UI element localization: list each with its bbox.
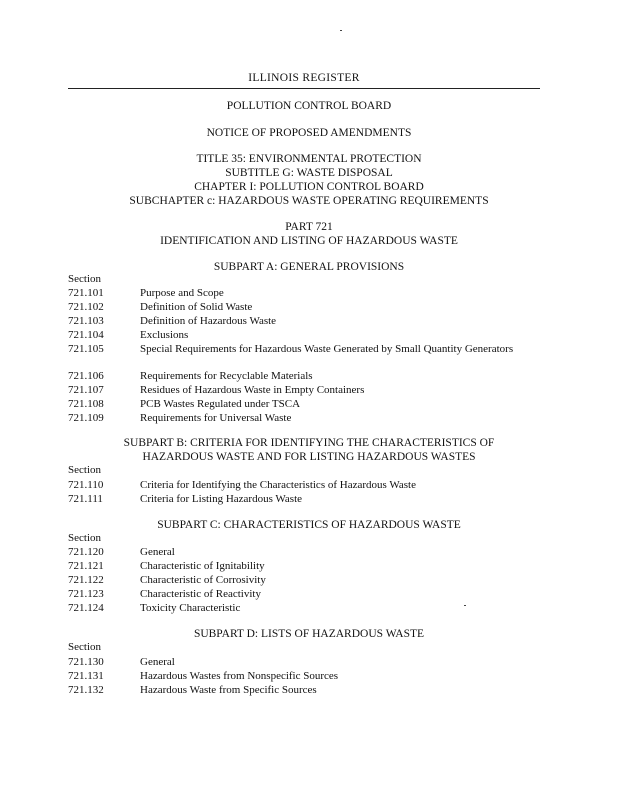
list-item <box>68 560 265 572</box>
list-item <box>68 370 313 382</box>
subpart-c-heading: SUBPART C: CHARACTERISTICS OF HAZARDOUS WASTE <box>157 519 461 531</box>
scan-speck <box>340 30 342 31</box>
section-title: General <box>140 656 175 668</box>
section-number: 721.130 <box>68 656 104 668</box>
list-item <box>68 656 175 668</box>
section-number: 721.132 <box>68 684 104 696</box>
section-title: Characteristic of Reactivity <box>140 588 261 600</box>
section-title: Special Requirements for Hazardous Waste Generated by Small Quantity Generators <box>140 343 514 355</box>
section-number: 721.101 <box>68 287 104 299</box>
section-title: PCB Wastes Regulated under TSCA <box>140 398 301 410</box>
section-title: Criteria for Listing Hazardous Waste <box>140 493 303 505</box>
list-item <box>68 301 252 313</box>
list-item <box>68 412 291 424</box>
section-title: Purpose and Scope <box>140 287 224 299</box>
list-item <box>68 602 240 614</box>
subpart-b-heading-cont: HAZARDOUS WASTE AND FOR LISTING HAZARDOUS WASTES <box>142 451 476 463</box>
list-item <box>68 343 140 355</box>
subtitle-line: SUBTITLE G: WASTE DISPOSAL <box>225 167 393 179</box>
board-name: POLLUTION CONTROL BOARD <box>226 100 392 112</box>
scan-speck <box>464 605 466 606</box>
list-item <box>68 546 175 558</box>
list-item <box>68 684 317 696</box>
section-number: 721.120 <box>68 546 104 558</box>
register-header: ILLINOIS REGISTER <box>68 72 540 89</box>
list-item <box>68 574 266 586</box>
list-item <box>68 315 276 327</box>
section-number: 721.102 <box>68 301 104 313</box>
section-number: 721.111 <box>68 493 103 505</box>
section-title: Characteristic of Ignitability <box>140 560 265 572</box>
section-number: 721.131 <box>68 670 104 682</box>
section-label: Section <box>68 532 101 544</box>
section-title: Characteristic of Corrosivity <box>140 574 266 586</box>
section-title: Hazardous Wastes from Nonspecific Sources <box>140 670 339 682</box>
part-name: IDENTIFICATION AND LISTING OF HAZARDOUS WASTE <box>160 235 458 247</box>
part-number: PART 721 <box>285 221 333 233</box>
chapter-line: CHAPTER I: POLLUTION CONTROL BOARD <box>194 181 424 193</box>
section-number: 721.105 <box>68 343 104 355</box>
list-item <box>68 329 188 341</box>
section-title: General <box>140 546 175 558</box>
subpart-b-heading: SUBPART B: CRITERIA FOR IDENTIFYING THE CHARACTERISTICS OF <box>123 437 495 449</box>
section-number: 721.108 <box>68 398 104 410</box>
list-item <box>68 287 224 299</box>
list-item <box>68 384 364 396</box>
section-title: Criteria for Identifying the Characteristics of Hazardous Waste <box>140 479 416 491</box>
section-number: 721.110 <box>68 479 104 491</box>
subpart-a-heading: SUBPART A: GENERAL PROVISIONS <box>213 261 405 273</box>
section-title: Requirements for Recyclable Materials <box>140 370 313 382</box>
section-number: 721.109 <box>68 412 104 424</box>
section-title: Toxicity Characteristic <box>140 602 241 614</box>
section-label: Section <box>68 464 101 476</box>
title-line: TITLE 35: ENVIRONMENTAL PROTECTION <box>196 153 422 165</box>
section-number: 721.123 <box>68 588 104 600</box>
section-number: 721.122 <box>68 574 104 586</box>
section-label: Section <box>68 273 101 285</box>
list-item <box>68 670 338 682</box>
subpart-d-heading: SUBPART D: LISTS OF HAZARDOUS WASTE <box>193 628 425 640</box>
section-title: Definition of Hazardous Waste <box>140 315 277 327</box>
section-title: Definition of Solid Waste <box>140 301 253 313</box>
section-number: 721.121 <box>68 560 104 572</box>
subchapter-line: SUBCHAPTER c: HAZARDOUS WASTE OPERATING REQUIREMENTS <box>129 195 489 207</box>
section-number: 721.103 <box>68 315 104 327</box>
section-title: Hazardous Waste from Specific Sources <box>140 684 317 696</box>
list-item <box>68 493 302 505</box>
section-title: Requirements for Universal Waste <box>140 412 292 424</box>
list-item <box>68 398 300 410</box>
list-item <box>68 479 416 491</box>
section-number: 721.124 <box>68 602 104 614</box>
notice-title: NOTICE OF PROPOSED AMENDMENTS <box>206 127 412 139</box>
section-title: Residues of Hazardous Waste in Empty Containers <box>140 384 365 396</box>
section-number: 721.107 <box>68 384 104 396</box>
section-number: 721.104 <box>68 329 104 341</box>
section-title: Exclusions <box>140 329 189 341</box>
section-label: Section <box>68 641 101 653</box>
section-number: 721.106 <box>68 370 104 382</box>
list-item <box>68 588 261 600</box>
